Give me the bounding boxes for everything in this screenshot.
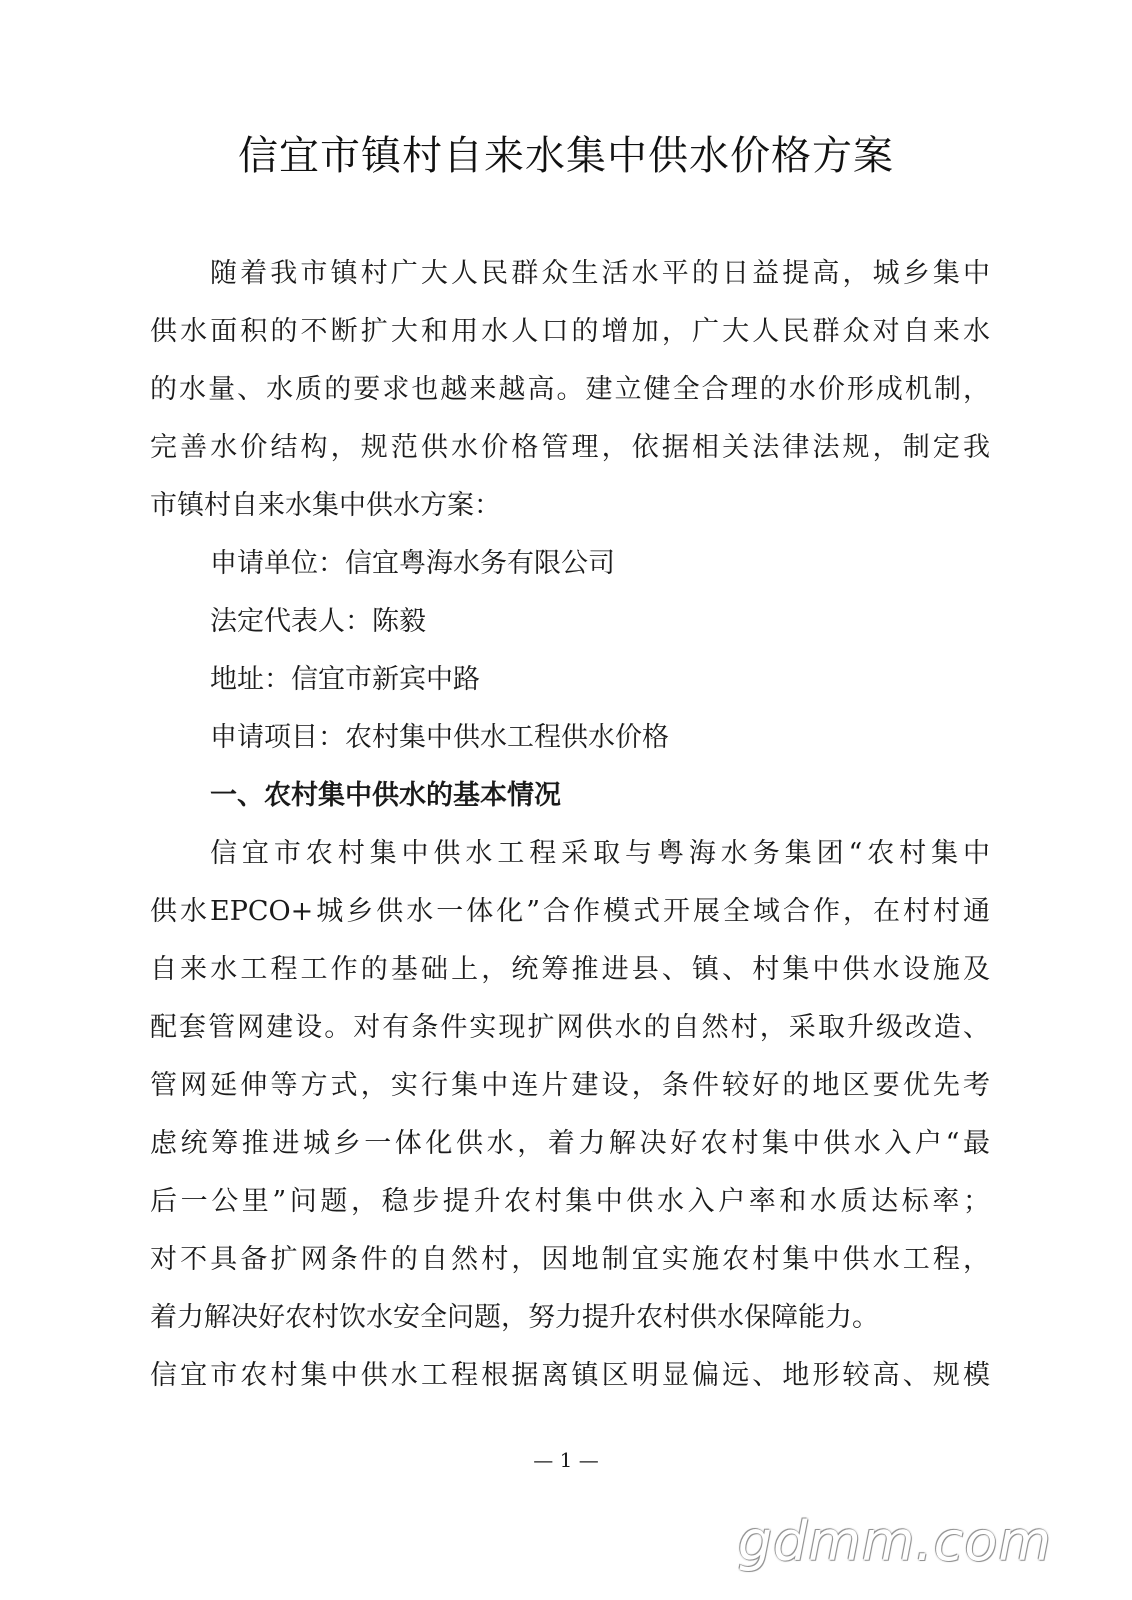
intro-line: 的水量、水质的要求也越来越高。建立健全合理的水价形成机制， bbox=[150, 374, 990, 405]
section-line: 自来水工程工作的基础上，统筹推进县、镇、村集中供水设施及 bbox=[150, 954, 990, 985]
section-line: 管网延伸等方式，实行集中连片建设，条件较好的地区要优先考 bbox=[150, 1070, 990, 1101]
section-line: 供水EPCO+城乡供水一体化”合作模式开展全域合作，在村村通 bbox=[150, 896, 990, 927]
section-line: 着力解决好农村饮水安全问题，努力提升农村供水保障能力。 bbox=[150, 1302, 879, 1333]
section-line: 后一公里”问题，稳步提升农村集中供水入户率和水质达标率； bbox=[150, 1186, 990, 1217]
intro-line: 随着我市镇村广大人民群众生活水平的日益提高，城乡集中 bbox=[210, 258, 990, 289]
legal-rep-line: 法定代表人：陈毅 bbox=[210, 606, 426, 637]
document-title: 信宜市镇村自来水集中供水价格方案 bbox=[238, 133, 894, 179]
site-watermark: gdmm.com bbox=[737, 1510, 1052, 1573]
intro-line: 供水面积的不断扩大和用水人口的增加，广大人民群众对自来水 bbox=[150, 316, 990, 347]
applicant-line: 申请单位：信宜粤海水务有限公司 bbox=[210, 548, 615, 579]
section-line: 信宜市农村集中供水工程根据离镇区明显偏远、地形较高、规模 bbox=[150, 1360, 990, 1391]
section-line: 对不具备扩网条件的自然村，因地制宜实施农村集中供水工程， bbox=[150, 1244, 990, 1275]
intro-line: 市镇村自来水集中供水方案： bbox=[150, 490, 501, 521]
section-line: 信宜市农村集中供水工程采取与粤海水务集团“农村集中 bbox=[210, 838, 990, 869]
section-line: 虑统筹推进城乡一体化供水，着力解决好农村集中供水入户“最 bbox=[150, 1128, 990, 1159]
intro-line: 完善水价结构，规范供水价格管理，依据相关法律法规，制定我 bbox=[150, 432, 990, 463]
document-body bbox=[150, 245, 990, 1405]
address-line: 地址：信宜市新宾中路 bbox=[210, 664, 480, 695]
section-line: 配套管网建设。对有条件实现扩网供水的自然村，采取升级改造、 bbox=[150, 1012, 990, 1043]
page-number: — 1 — bbox=[533, 1448, 599, 1472]
project-line: 申请项目：农村集中供水工程供水价格 bbox=[210, 722, 669, 753]
section-heading: 一、农村集中供水的基本情况 bbox=[210, 780, 561, 811]
